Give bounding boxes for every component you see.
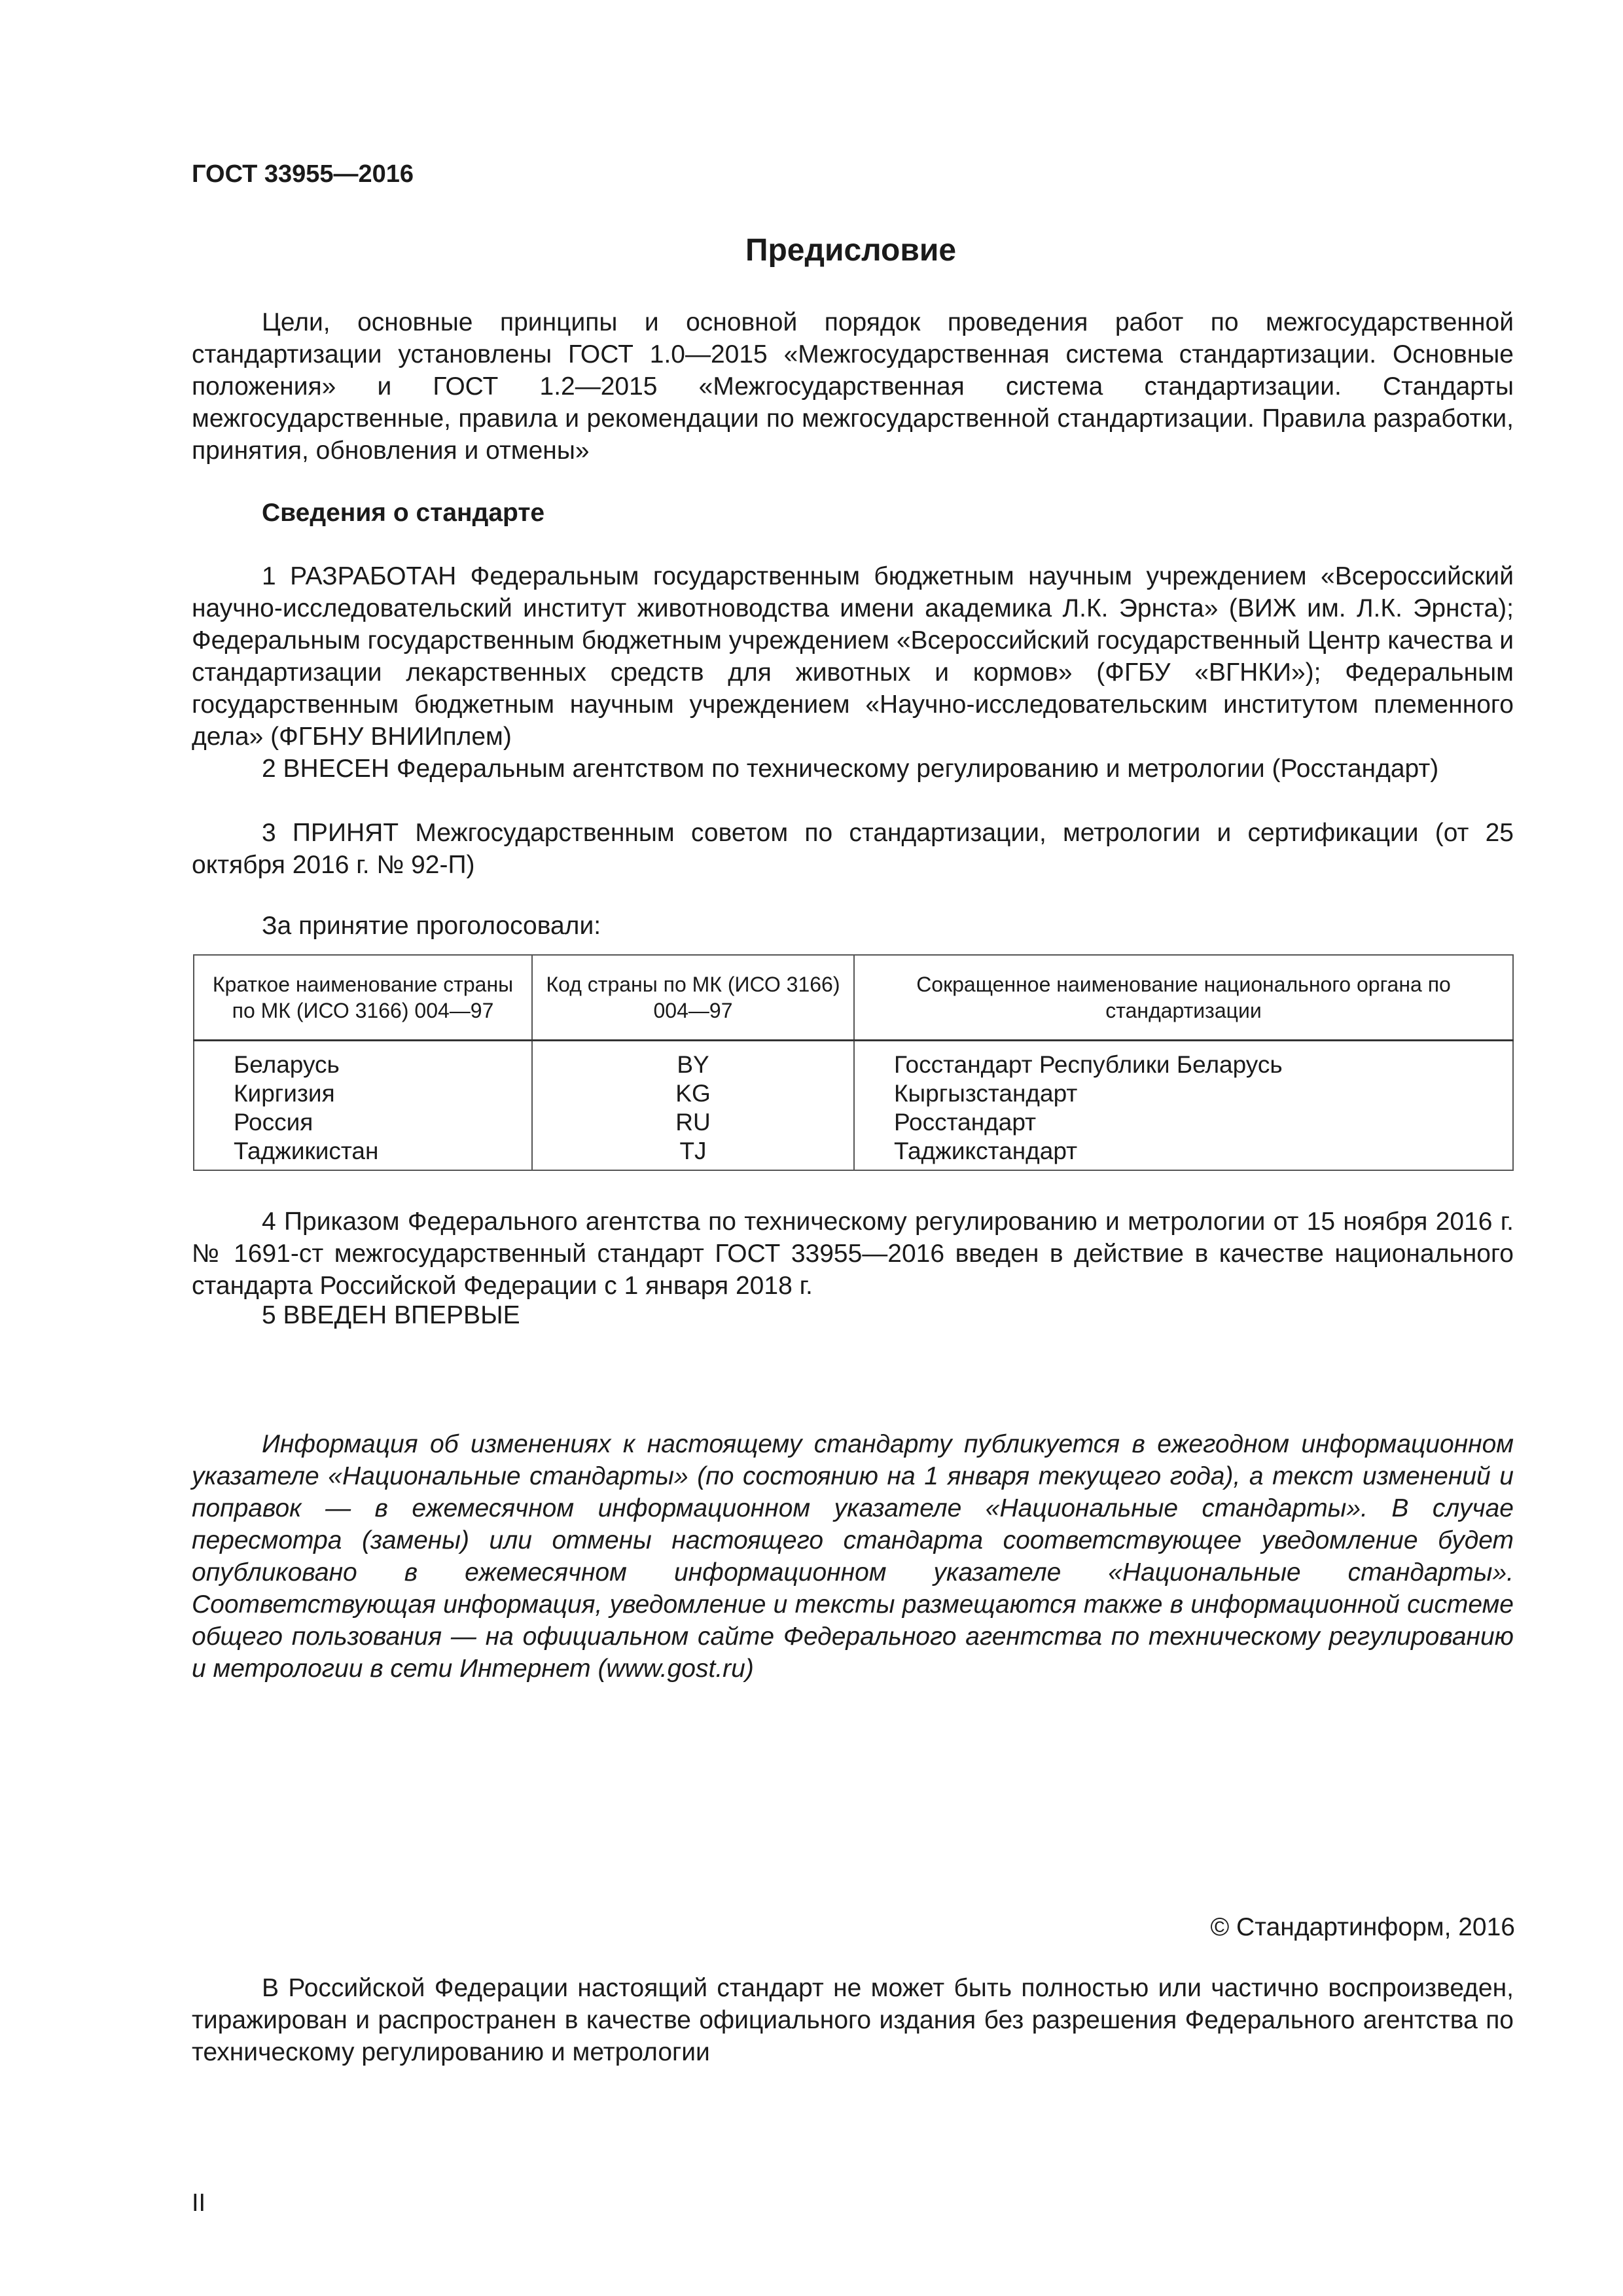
copyright: © Стандартинформ, 2016 xyxy=(1210,1913,1515,1941)
item-4-order: 4 Приказом Федерального агентства по техническому регулированию и метрологии от 15 ноября 2016 г. № 1691-ст межгосударственный стандарт ГОСТ 33955—2016 введен в действие в качестве национального стандарта Российской Федерации с 1 января 2018 г. xyxy=(192,1208,1514,1300)
item-2-submitted: 2 ВНЕСЕН Федеральным агентством по техническому регулированию и метрологии (Росстандарт) xyxy=(262,755,1439,783)
table-header-row xyxy=(194,955,1513,1041)
agency-cell: Таджикстандарт xyxy=(854,1137,1513,1170)
legal-notice: В Российской Федерации настоящий стандарт не может быть полностью или частично воспроизведен, тиражирован и распространен в качестве официального издания без разрешения Федерального агентства по техническому регулированию и метрологии xyxy=(192,1974,1514,2066)
code-cell: RU xyxy=(532,1108,854,1137)
info-heading: Сведения о стандарте xyxy=(262,499,545,527)
table-header-agency: Сокращенное наименование национального органа по стандартизации xyxy=(854,955,1513,1041)
country-cell: Беларусь xyxy=(194,1041,532,1080)
item-5-introduced: 5 ВВЕДЕН ВПЕРВЫЕ xyxy=(262,1301,520,1329)
page-title: Предисловие xyxy=(745,233,957,268)
code-cell: KG xyxy=(532,1079,854,1108)
table-header-code: Код страны по МК (ИСО 3166) 004—97 xyxy=(532,955,854,1041)
code-cell: TJ xyxy=(532,1137,854,1170)
table-row xyxy=(194,1137,1513,1170)
table-header-country: Краткое наименование страны по МК (ИСО 3166) 004—97 xyxy=(194,955,532,1041)
agency-cell: Госстандарт Республики Беларусь xyxy=(854,1041,1513,1080)
table-row xyxy=(194,1108,1513,1137)
document-code: ГОСТ 33955—2016 xyxy=(192,160,414,188)
intro-paragraph: Цели, основные принципы и основной порядок проведения работ по межгосударственной стандартизации установлены ГОСТ 1.0—2015 «Межгосударственная система стандартизации. Основные положения» и ГОСТ 1.2—2015 «Межгосударственная система стандартизации. Стандарты межгосударственные, правила и рекомендации по межгосударственной стандартизации. Правила разработки, принятия, обновления и отмены» xyxy=(192,308,1514,465)
item-1-developed: 1 РАЗРАБОТАН Федеральным государственным бюджетным научным учреждением «Всероссийский научно-исследовательский институт животноводства имени академика Л.К. Эрнста» (ВИЖ им. Л.К. Эрнста); Федеральным государственным бюджетным учреждением «Всероссийский государственный Центр качества и стандартизации лекарственных средств для животных и кормов» (ФГБУ «ВГНКИ»); Федеральным государственным бюджетным научным учреждением «Научно-исследовательским институтом племенного дела» (ФГБНУ ВНИИплем) xyxy=(192,562,1514,751)
agency-cell: Росстандарт xyxy=(854,1108,1513,1137)
country-cell: Киргизия xyxy=(194,1079,532,1108)
voted-label: За принятие проголосовали: xyxy=(262,912,601,940)
voting-table xyxy=(193,954,1514,1171)
page-number: II xyxy=(192,2189,206,2217)
country-cell: Таджикистан xyxy=(194,1137,532,1170)
amendments-notice: Информация об изменениях к настоящему стандарту публикуется в ежегодном информационном указателе «Национальные стандарты» (по состоянию на 1 января текущего года), а текст изменений и поправок — в ежемесячном информационном указателе «Национальные стандарты». В случае пересмотра (замены) или отмены настоящего стандарта соответствующее уведомление будет опубликовано в ежемесячном информационном указателе «Национальные стандарты». Соответствующая информация, уведомление и тексты размещаются также в информационной системе общего пользования — на официальном сайте Федерального агентства по техническому регулированию и метрологии в сети Интернет (www.gost.ru) xyxy=(192,1430,1514,1683)
table-row xyxy=(194,1079,1513,1108)
country-cell: Россия xyxy=(194,1108,532,1137)
agency-cell: Кыргызстандарт xyxy=(854,1079,1513,1108)
table-row xyxy=(194,1041,1513,1080)
code-cell: BY xyxy=(532,1041,854,1080)
item-3-adopted: 3 ПРИНЯТ Межгосударственным советом по стандартизации, метрологии и сертификации (от 25 октября 2016 г. № 92-П) xyxy=(192,819,1514,879)
